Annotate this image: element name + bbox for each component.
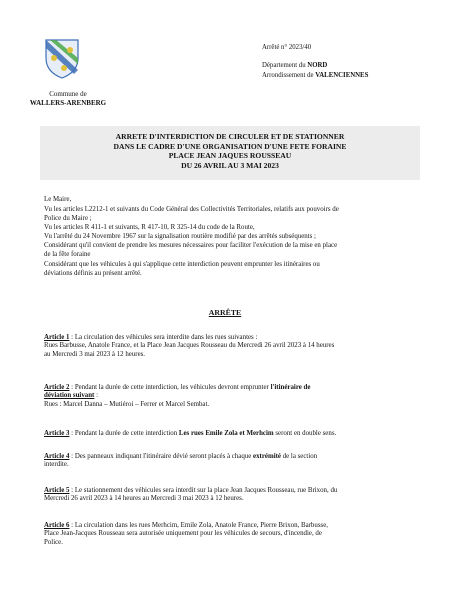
article-5-label: Article 5 [44,487,70,494]
article-3-label: Article 3 [44,430,70,437]
article-4 [44,453,418,470]
article-1-line-3: au Mercredi 3 mai 2023 à 12 heures. [44,350,146,358]
article-1-text: : La circulation des véhicules sera interdite dans les rues suivantes : [69,334,258,341]
article-4-line-2: interdite. [44,461,69,469]
article-2-line-3: Rues : Marcel Danna – Mutiéroi – Ferrer et Marcel Sembat. [44,400,210,408]
title-line-4: DU 26 AVRIL AU 3 MAI 2023 [181,160,279,170]
article-1-label: Article 1 [44,334,70,341]
commune-label-block [18,90,118,107]
article-2-text-a: : Pendant la durée de cette interdiction, les véhicules devront emprunter [69,384,271,391]
commune-crest-logo [40,36,84,80]
article-6-text: : La circulation dans les rues Merhcim, Emile Zola, Anatole France, Pierre Brixon, Barbusse, [69,522,328,529]
title-line-2: DANS LE CADRE D'UNE ORGANISATION D'UNE FETE FORAINE [113,141,347,151]
document-title [40,132,420,170]
article-1 [44,334,418,359]
article-6-line-3: Police. [44,538,63,546]
article-6-line-2: Place Jean-Jacques Rousseau sera autorisée uniquement pour les véhicules de secours, d'incendie, de [44,530,322,538]
department-line [262,62,327,70]
commune-label: Commune de [49,90,87,98]
article-4-text-a: : Des panneaux indiquant l'itinéraire dévié seront placés à chaque [69,453,254,460]
title-line-1: ARRETE D'INTERDICTION DE CIRCULER ET DE STATIONNER [115,132,345,141]
article-2-label: Article 2 [44,384,70,391]
article-2-emph-a: l'itinéraire de [270,384,311,391]
preamble-line: Considérant que les véhicules à qui s'applique cette interdiction peuvent emprunter les itinéraires ou [44,261,320,268]
article-4-text-b: de la section [280,453,318,460]
department-prefix: Département du [262,62,308,69]
article-5-line-2: Mercredi 26 avril 2023 à 14 heures au Mercredi 3 mai 2023 à 12 heures. [44,495,244,503]
title-line-3: PLACE JEAN JAQUES ROUSSEAU [168,151,292,161]
article-6 [44,522,418,547]
article-3-text-b: seront en double sens. [273,430,337,437]
article-5 [44,487,418,504]
article-3 [44,430,418,438]
preamble-line: Le Maire, [44,196,72,203]
arrete-number: Arrêté n° 2023/40 [262,44,312,51]
commune-name: WALLERS-ARENBERG [29,98,107,107]
article-1-line-2: Rues Barbusse, Anatole France, et la Place Jean Jacques Rousseau du Mercredi 26 avril 2023 à 14 heures [44,342,335,350]
department-name: NORD [307,62,328,69]
article-6-label: Article 6 [44,522,70,529]
preamble-line: Police du Maire ; [44,215,92,222]
preamble-line: déviations définis au présent arrêté. [44,270,142,277]
article-2-text-b: : [94,392,98,400]
arrondissement-name: VALENCIENNES [315,72,369,79]
preamble-line: Vu les articles R 411-1 et suivants, R 417-10, R 325-14 du code de la Route, [44,224,255,231]
preamble-line: Vu l'arrêté du 24 Novembre 1967 sur la signalisation routière modifié par des arrêtés subséquents ; [44,233,316,240]
article-3-text-a: : Pendant la durée de cette interdiction [69,430,179,437]
article-4-label: Article 4 [44,453,70,460]
preamble-line: Vu les articles L2212-1 et suivants du Code Général des Collectivités Territoriales, relatifs aux pouvoirs de [44,206,339,213]
article-4-emph: extrémité [253,453,281,460]
preamble-line: de la fête foraine [44,251,91,258]
article-2 [44,384,418,409]
article-5-text: : Le stationnement des véhicules sera interdit sur la place Jean Jacques Rousseau, rue Brixon, du [69,487,338,494]
article-2-emph-b: déviation suivant [44,392,95,400]
preamble-line: Considérant qu'il convient de prendre les mesures nécessaires pour faciliter l'exécution de la mise en place [44,242,338,249]
article-3-emph: Les rues Emile Zola et Merhcim [178,430,274,437]
arrete-heading: ARRÊTE [208,308,242,317]
arrondissement-prefix: Arrondissement de [262,72,316,79]
arrondissement-line [262,72,368,80]
